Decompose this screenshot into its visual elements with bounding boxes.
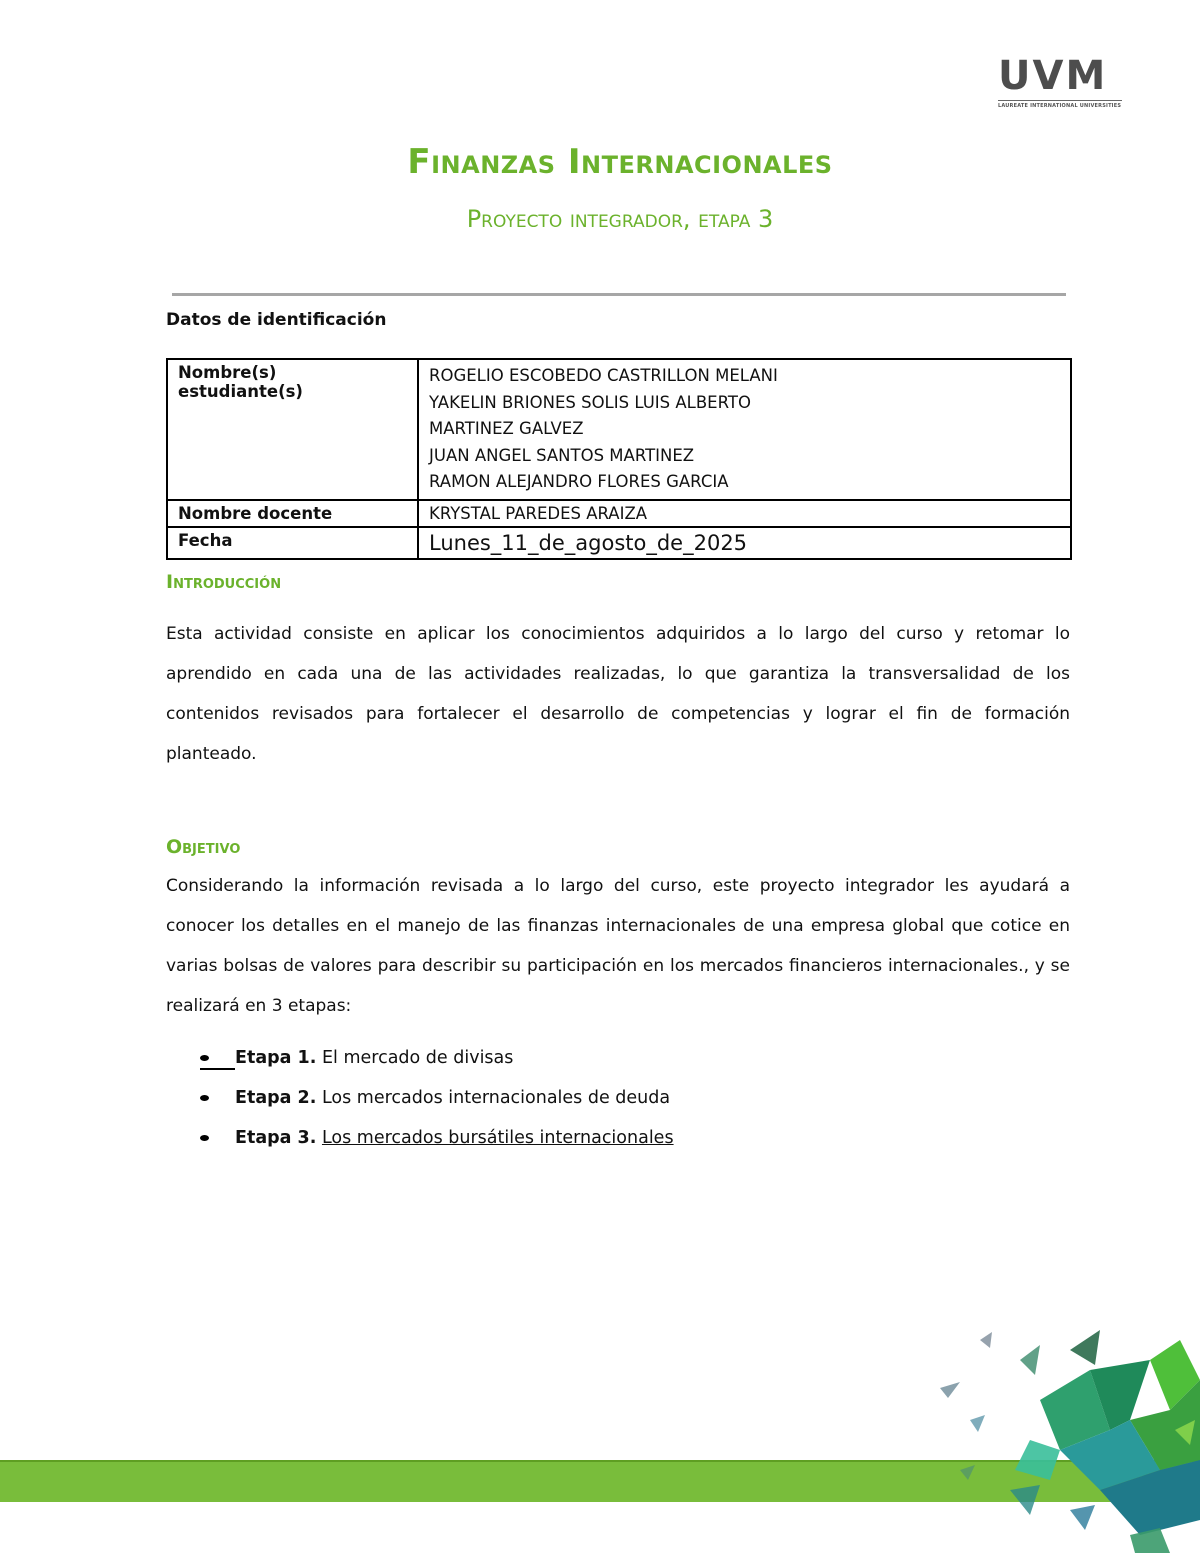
header-divider [172,293,1066,296]
teacher-label: Nombre docente [167,500,418,527]
logo-mark: UVM [998,53,1108,99]
student-name: YAKELIN BRIONES SOLIS LUIS ALBERTO [429,392,751,412]
objective-text: Considerando la información revisada a lo largo del curso, este proyecto integrador les ayudará a conocer los detalles en el manejo de las finanzas internacionales de una empresa global que cotice en varias bolsas de valores para describir su participación en los mercados financieros internacionales., y se realizará en 3 etapas: [166,876,1070,1016]
objective-heading: Objetivo [166,836,241,858]
stage-text: Los mercados bursátiles internacionales [321,1128,674,1148]
logo-tagline: LAUREATE INTERNATIONAL UNIVERSITIES [998,100,1122,109]
introduction-heading: Introducción [166,571,282,593]
students-cell [418,359,1071,500]
identification-heading: Datos de identificación [166,310,387,330]
students-row [167,359,1071,500]
stage-item [200,1128,674,1148]
bullet-icon [200,1135,209,1141]
bullet-icon [200,1095,209,1101]
student-name: ROGELIO ESCOBEDO CASTRILLON MELANI [429,366,778,385]
geometric-decoration-icon [920,1320,1200,1553]
identification-table [166,358,1072,560]
stage-text: Los mercados internacionales de deuda [321,1088,671,1108]
uvm-logo [998,53,1122,109]
date-value: Lunes_11_de_agosto_de_2025 [418,527,1071,559]
stage-item [200,1088,670,1108]
stage-label: Etapa 3. [235,1128,317,1148]
date-label: Fecha [167,527,418,559]
student-name: RAMON ALEJANDRO FLORES GARCIA [429,472,729,491]
document-subtitle: Proyecto integrador, etapa 3 [466,205,774,233]
stage-label: Etapa 1. [235,1048,317,1068]
student-name: MARTINEZ GALVEZ [429,419,584,438]
introduction-text: Esta actividad consiste en aplicar los conocimientos adquiridos a lo largo del curso y retomar lo aprendido en cada una de las actividades realizadas, lo que garantiza la transversalidad de los contenidos revisados para fortalecer el desarrollo de competencias y lograr el fin de formación planteado. [166,624,1070,764]
document-title: Finanzas Internacionales [407,142,833,182]
teacher-name: KRYSTAL PAREDES ARAIZA [418,500,1071,527]
stage-item [200,1048,513,1070]
stage-label: Etapa 2. [235,1088,317,1108]
students-label: Nombre(s) estudiante(s) [167,359,418,500]
student-name: JUAN ANGEL SANTOS MARTINEZ [429,445,695,465]
teacher-row [167,500,1071,527]
bullet-icon [200,1055,209,1061]
date-row [167,527,1071,559]
stage-text: El mercado de divisas [321,1048,514,1068]
